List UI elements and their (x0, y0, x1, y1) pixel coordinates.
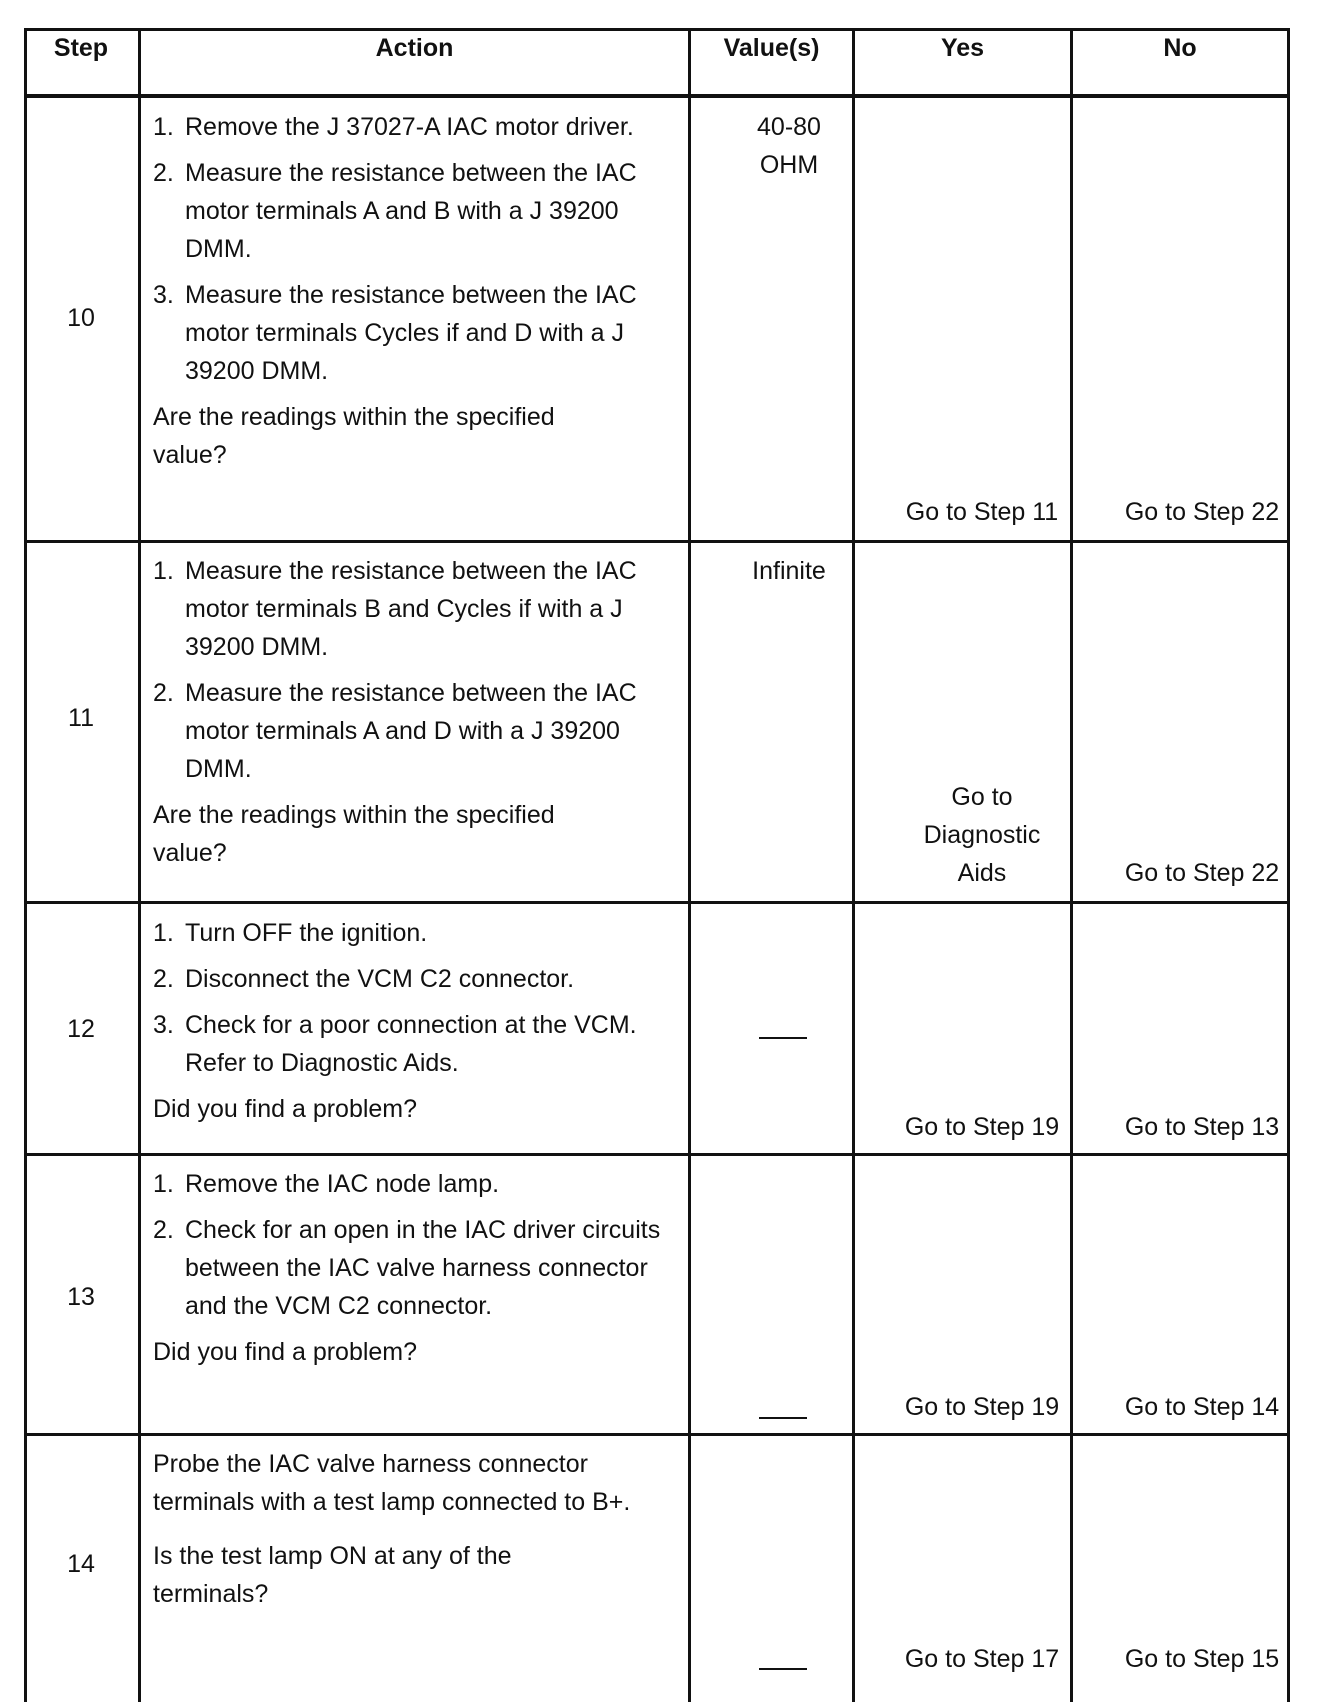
header-step: Step (53, 34, 109, 62)
row-divider (24, 1153, 1290, 1156)
action-question: Did you find a problem? (153, 1095, 418, 1123)
value-cell: 40-80 OHM (757, 113, 821, 179)
no-value-dash (759, 1668, 807, 1670)
header-no: No (1163, 34, 1197, 62)
yes-cell: Go to Step 19 (904, 1393, 1060, 1421)
action-question: Are the readings within the specified value? (153, 403, 555, 469)
step-number: 12 (67, 1015, 95, 1043)
action-question: Is the test lamp ON at any of the terminals? (153, 1542, 512, 1608)
no-cell: Go to Step 22 (1124, 498, 1280, 526)
action-cell (153, 1165, 688, 1371)
no-cell: Go to Step 15 (1124, 1645, 1280, 1673)
header-divider (24, 94, 1290, 98)
yes-cell: Go to Step 19 (904, 1113, 1060, 1141)
action-cell (153, 914, 688, 1128)
column-divider (852, 28, 855, 1702)
step-number: 11 (68, 704, 94, 732)
diagnostic-table (24, 28, 1290, 1702)
step-number: 14 (67, 1550, 95, 1578)
action-item: 1. Turn OFF the ignition. (153, 919, 428, 947)
no-value-dash (759, 1037, 807, 1039)
yes-cell: Go to Step 11 (905, 498, 1059, 526)
action-item: 1. Measure the resistance between the IAC motor terminals B and Cycles if with a J 39200 DMM. (153, 557, 637, 661)
action-item: 2. Measure the resistance between the IAC motor terminals A and B with a J 39200 DMM. (153, 159, 637, 263)
action-cell (153, 552, 688, 872)
header-yes: Yes (940, 34, 985, 62)
action-item: 3. Measure the resistance between the IAC motor terminals Cycles if and D with a J 39200 DMM. (153, 281, 637, 385)
table-border-left (24, 28, 27, 1702)
row-divider (24, 1433, 1290, 1436)
action-item: 3. Check for a poor connection at the VCM. Refer to Diagnostic Aids. (153, 1011, 637, 1077)
action-item: 1. Remove the IAC node lamp. (153, 1170, 500, 1198)
action-cell (153, 108, 688, 474)
action-item: 2. Measure the resistance between the IAC motor terminals A and D with a J 39200 DMM. (153, 679, 637, 783)
action-item: 1. Remove the J 37027-A IAC motor driver. (153, 113, 634, 141)
no-cell: Go to Step 22 (1124, 859, 1280, 887)
yes-cell: Go to Diagnostic Aids (923, 783, 1041, 887)
step-number: 10 (67, 304, 95, 332)
header-action: Action (375, 34, 454, 62)
no-value-dash (759, 1417, 807, 1419)
row-divider (24, 901, 1290, 904)
no-cell: Go to Step 14 (1124, 1393, 1280, 1421)
column-divider (1070, 28, 1073, 1702)
action-question: Are the readings within the specified value? (153, 801, 555, 867)
row-divider (24, 540, 1290, 543)
value-cell: Infinite (752, 557, 826, 585)
no-cell: Go to Step 13 (1124, 1113, 1280, 1141)
column-divider (688, 28, 691, 1702)
action-cell (153, 1445, 688, 1613)
header-values: Value(s) (723, 34, 820, 62)
yes-cell: Go to Step 17 (904, 1645, 1060, 1673)
step-number: 13 (67, 1283, 95, 1311)
action-paragraph: Probe the IAC valve harness connector terminals with a test lamp connected to B+. (153, 1450, 631, 1516)
action-item: 2. Check for an open in the IAC driver circuits between the IAC valve harness connector and the VCM C2 connector. (153, 1216, 661, 1320)
action-question: Did you find a problem? (153, 1338, 418, 1366)
action-item: 2. Disconnect the VCM C2 connector. (153, 965, 575, 993)
column-divider (138, 28, 141, 1702)
